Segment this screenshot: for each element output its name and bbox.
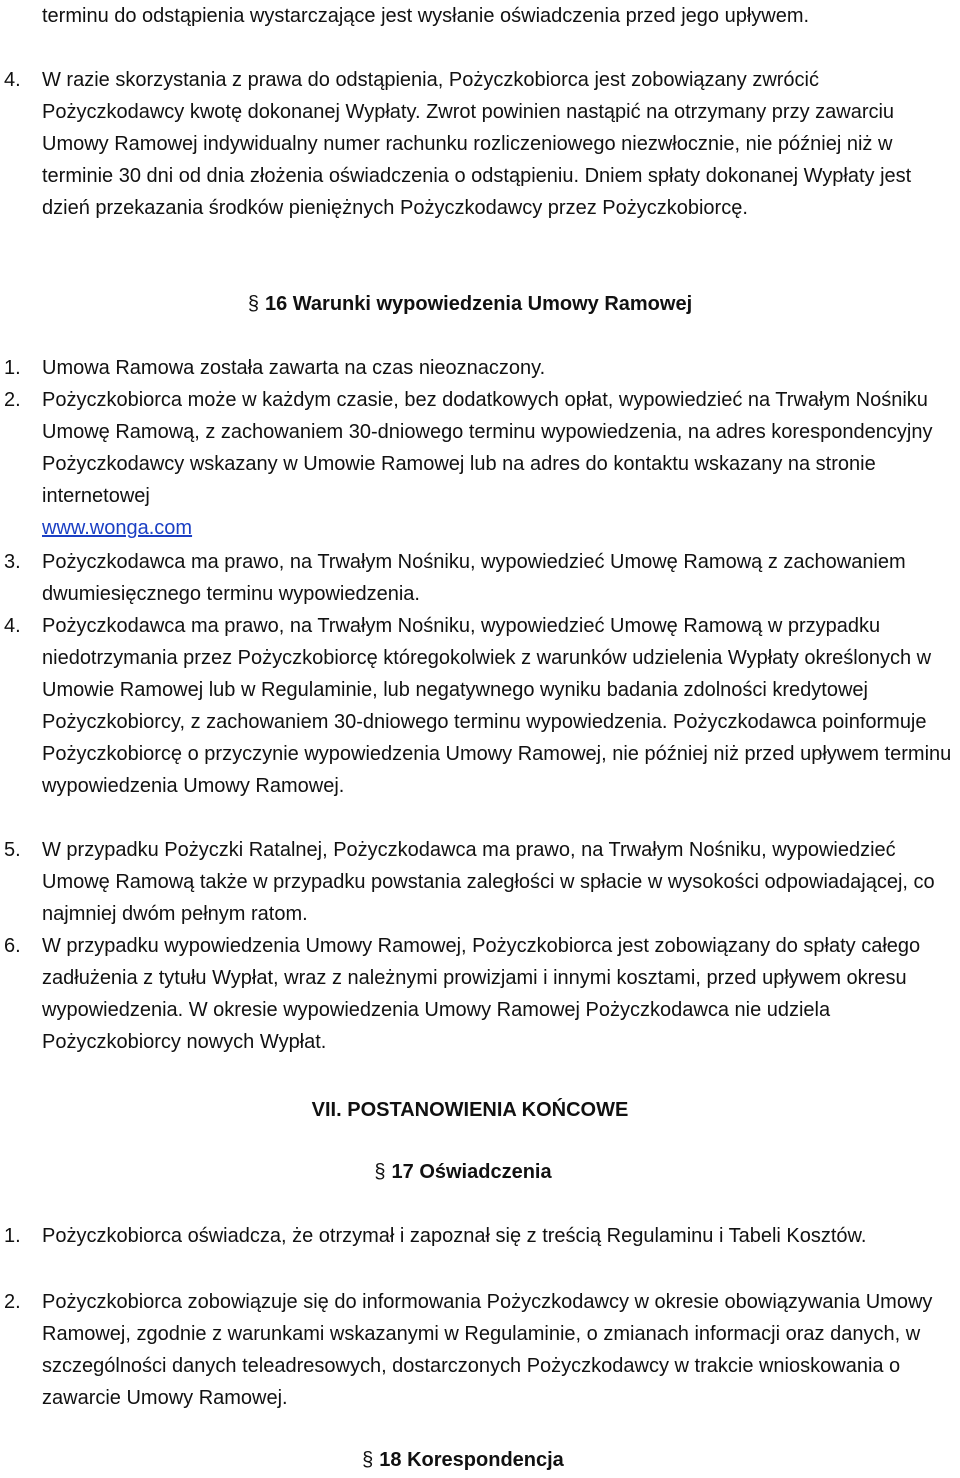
section-symbol: §: [362, 1449, 374, 1471]
list-number: 1.: [4, 1225, 21, 1247]
list-text: Pożyczkobiorca może w każdym czasie, bez dodatkowych opłat, wypowiedzieć na Trwałym Nośniku Umowę Ramową, z zachowaniem 30-dniowego terminu wypowiedzenia, na adres korespondencyjny Pożyczkodawcy wskazany w Umowie Ramowej lub na adres do kontaktu wskazany na stronie internetowej: [42, 389, 933, 507]
list-text: Pożyczkobiorca zobowiązuje się do informowania Pożyczkodawcy w okresie obowiązywania Umowy Ramowej, zgodnie z warunkami wskazanymi w Regulaminie, o zmianach informacji oraz danych, w szczególności danych teleadresowych, dostarczonych Pożyczkodawcy w trakcie wnioskowania o zawarcie Umowy Ramowej.: [42, 1291, 933, 1409]
section-16-item-5: [0, 834, 960, 930]
list-text: Pożyczkobiorca oświadcza, że otrzymał i zapoznał się z treścią Regulaminu i Tabeli Kosztów.: [42, 1225, 867, 1247]
list-text: Umowa Ramowa została zawarta na czas nieoznaczony.: [42, 357, 546, 379]
section-17-item-1: [0, 1220, 960, 1252]
list-text: W razie skorzystania z prawa do odstąpienia, Pożyczkobiorca jest zobowiązany zwrócić Pożyczkodawcy kwotę dokonanej Wypłaty. Zwrot powinien nastąpić na otrzymany przy zawarciu Umowy Ramowej indywidualny numer rachunku rozliczeniowego niezwłocznie, nie później niż w terminie 30 dni od dnia złożenia oświadczenia o odstąpieniu. Dniem spłaty dokonanej Wypłaty jest dzień przekazania środków pieniężnych Pożyczkodawcy przez Pożyczkobiorcę.: [42, 69, 912, 219]
section-16-item-3: [0, 546, 960, 610]
section-title: 16 Warunki wypowiedzenia Umowy Ramowej: [264, 293, 693, 315]
continued-paragraph: [0, 0, 960, 32]
continued-text: terminu do odstąpienia wystarczające jest wysłanie oświadczenia przed jego upływem.: [42, 5, 810, 27]
list-number: 3.: [4, 551, 21, 573]
list-number: 5.: [4, 839, 21, 861]
list-number: 2.: [4, 389, 21, 411]
website-link[interactable]: www.wonga.com: [42, 517, 193, 539]
section-16-heading: [0, 288, 940, 320]
list-number: 2.: [4, 1291, 21, 1313]
section-17-item-2: [0, 1286, 960, 1414]
section-16-item-2: [0, 384, 960, 544]
section-title: 18 Korespondencja: [379, 1449, 564, 1471]
section-title: 17 Oświadczenia: [391, 1161, 552, 1183]
section-symbol: §: [247, 293, 259, 315]
chapter-7-heading: [0, 1094, 940, 1126]
list-text: W przypadku Pożyczki Ratalnej, Pożyczkodawca ma prawo, na Trwałym Nośniku, wypowiedzieć Umowę Ramową także w przypadku powstania zaległości w spłacie w wysokości odpowiadającej, co najmniej dwóm pełnym ratom.: [42, 839, 935, 925]
list-number: 4.: [4, 69, 21, 91]
withdrawal-item-4: [0, 64, 960, 224]
section-16-item-1: [0, 352, 960, 384]
list-text: W przypadku wypowiedzenia Umowy Ramowej, Pożyczkobiorca jest zobowiązany do spłaty całego zadłużenia z tytułu Wypłat, wraz z należnymi prowizjami i innymi kosztami, przed upływem okresu wypowiedzenia. W okresie wypowiedzenia Umowy Ramowej Pożyczkodawca nie udziela Pożyczkobiorcy nowych Wypłat.: [42, 935, 921, 1053]
list-number: 6.: [4, 935, 21, 957]
section-17-heading: [0, 1156, 926, 1188]
section-18-heading: [0, 1444, 926, 1476]
section-symbol: §: [374, 1161, 386, 1183]
section-16-item-6: [0, 930, 960, 1058]
section-16-item-4: [0, 610, 960, 802]
list-text: Pożyczkodawca ma prawo, na Trwałym Nośniku, wypowiedzieć Umowę Ramową w przypadku niedotrzymania przez Pożyczkobiorcę któregokolwiek z warunków udzielenia Wypłaty określonych w Umowie Ramowej lub w Regulaminie, lub negatywnego wyniku badania zdolności kredytowej Pożyczkobiorcy, z zachowaniem 30-dniowego terminu wypowiedzenia. Pożyczkodawca poinformuje Pożyczkobiorcę o przyczynie wypowiedzenia Umowy Ramowej, nie później niż przed upływem terminu wypowiedzenia Umowy Ramowej.: [42, 615, 952, 797]
list-number: 1.: [4, 357, 21, 379]
list-number: 4.: [4, 615, 21, 637]
list-text: Pożyczkodawca ma prawo, na Trwałym Nośniku, wypowiedzieć Umowę Ramową z zachowaniem dwumiesięcznego terminu wypowiedzenia.: [42, 551, 906, 605]
chapter-title: VII. POSTANOWIENIA KOŃCOWE: [311, 1099, 629, 1121]
